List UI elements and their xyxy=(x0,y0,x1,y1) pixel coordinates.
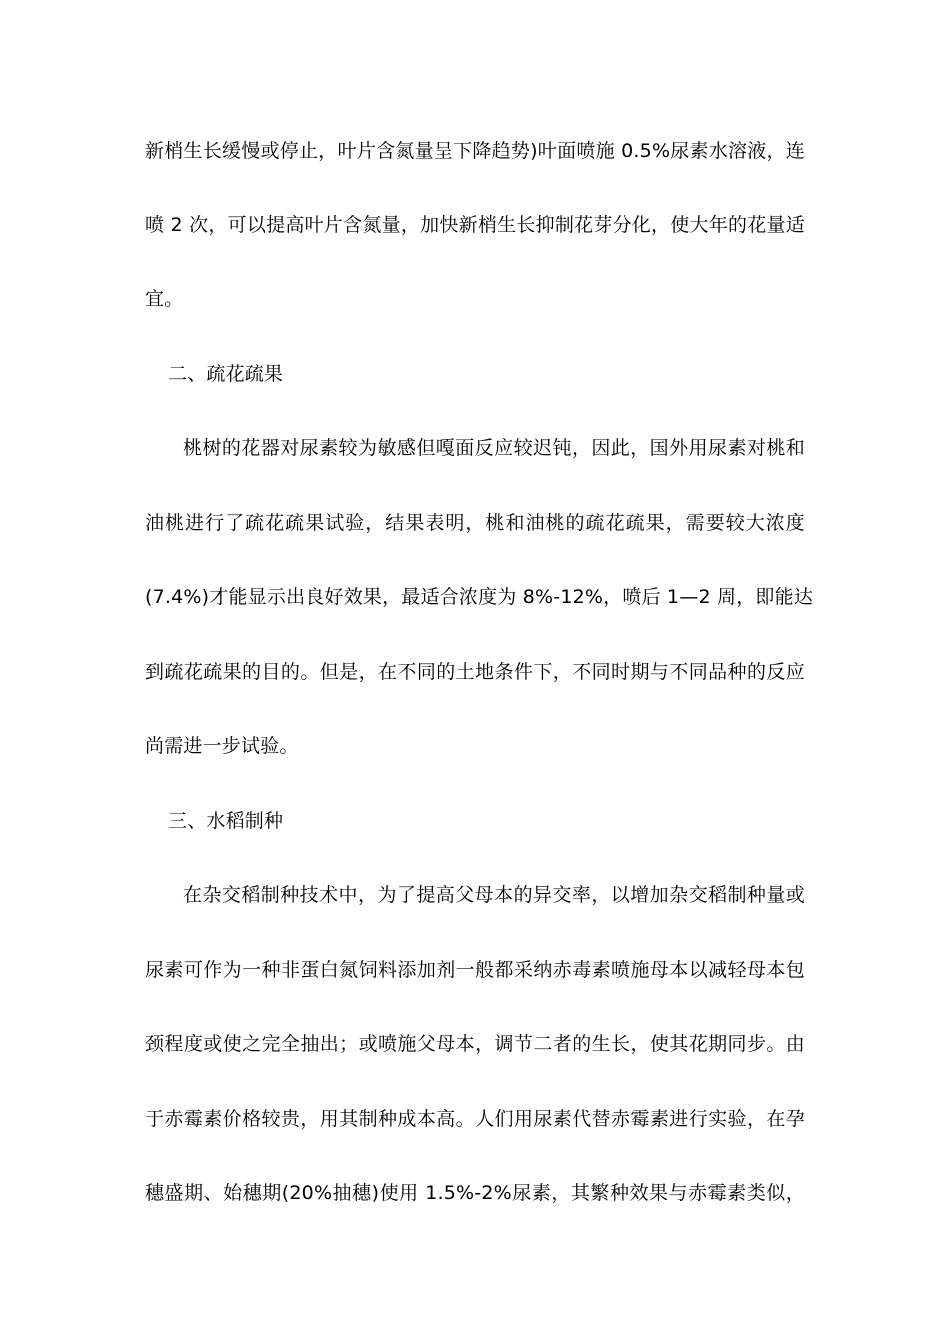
paragraph-line: (7.4%)才能显示出良好效果，最适合浓度为 8%-12%，喷后 1—2 周，即能达 xyxy=(145,586,814,608)
paragraph-line: 新梢生长缓慢或停止，叶片含氮量呈下降趋势)叶面喷施 0.5%尿素水溶液，连 xyxy=(145,140,805,162)
paragraph-line: 宜。 xyxy=(145,288,184,310)
section-heading: 三、水稻制种 xyxy=(168,810,284,832)
paragraph-line: 到疏花疏果的目的。但是，在不同的土地条件下，不同时期与不同品种的反应 xyxy=(145,661,805,683)
paragraph-line: 喷 2 次，可以提高叶片含氮量，加快新梢生长抑制花芽分化，使大年的花量适 xyxy=(145,214,805,236)
paragraph-line: 穗盛期、始穗期(20%抽穗)使用 1.5%-2%尿素，其繁种效果与赤霉素类似， xyxy=(145,1182,805,1204)
paragraph-line: 在杂交稻制种技术中，为了提高父母本的异交率，以增加杂交稻制种量或 xyxy=(183,884,805,906)
paragraph-line: 尚需进一步试验。 xyxy=(145,735,299,757)
paragraph-line: 油桃进行了疏花疏果试验，结果表明，桃和油桃的疏花疏果，需要较大浓度 xyxy=(145,512,805,534)
paragraph-line: 尿素可作为一种非蛋白氮饲料添加剂一般都采纳赤毒素喷施母本以减轻母本包 xyxy=(145,959,805,981)
paragraph-line: 颈程度或使之完全抽出；或喷施父母本，调节二者的生长，使其花期同步。由 xyxy=(145,1033,805,1055)
paragraph-line: 桃树的花器对尿素较为敏感但嘎面反应较迟钝，因此，国外用尿素对桃和 xyxy=(183,437,805,459)
paragraph-line: 于赤霉素价格较贵，用其制种成本高。人们用尿素代替赤霉素进行实验，在孕 xyxy=(145,1108,805,1130)
section-heading: 二、疏花疏果 xyxy=(168,363,284,385)
